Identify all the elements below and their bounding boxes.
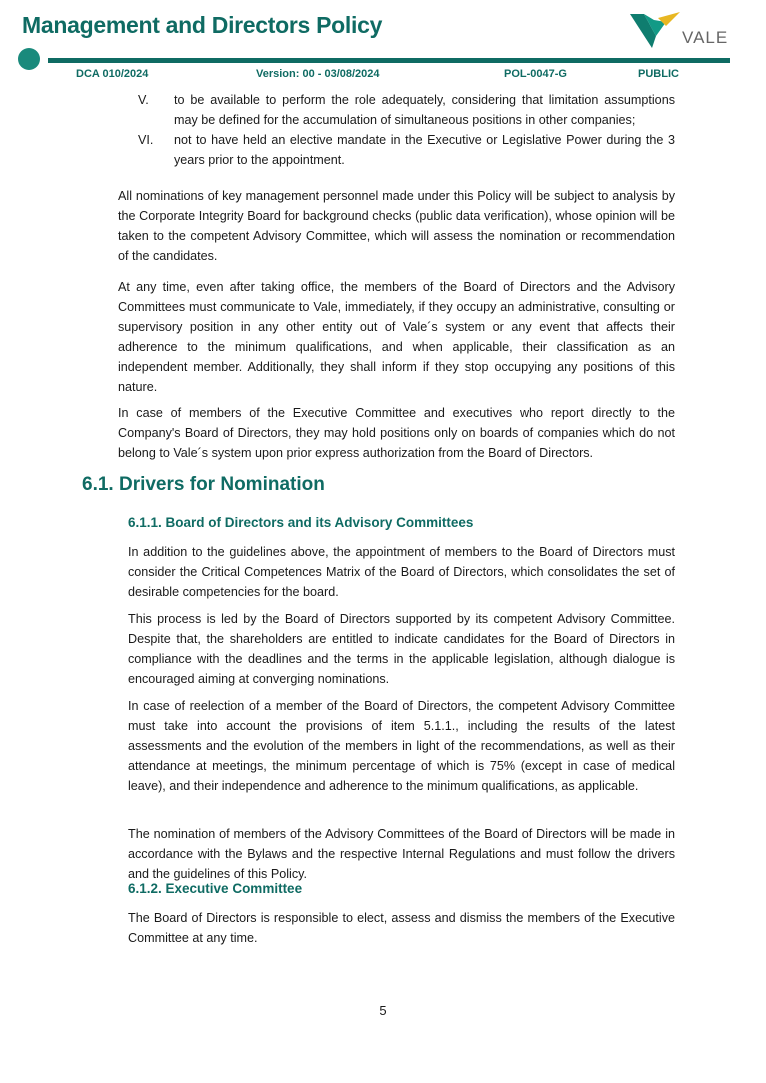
page-number: 5 bbox=[379, 1003, 387, 1018]
subsection-heading: 6.1.1. Board of Directors and its Advisory Committees bbox=[128, 515, 474, 530]
paragraph: In case of members of the Executive Committee and executives who report directly to the Company's Board of Directors, they may hold positions only on boards of companies which do not belong to Vale´s system upon prior express authorization from the Board of Directors. bbox=[118, 406, 675, 460]
classification: PUBLIC bbox=[638, 68, 679, 80]
list-number: VI. bbox=[138, 133, 154, 147]
header-divider bbox=[48, 58, 730, 63]
logo-text: VALE bbox=[682, 28, 729, 47]
paragraph: The Board of Directors is responsible to elect, assess and dismiss the members of the Executive Committee at any time. bbox=[128, 911, 675, 945]
globe-icon bbox=[18, 48, 40, 70]
paragraph: At any time, even after taking office, the members of the Board of Directors and the Advisory Committees must communicate to Vale, immediately, if they occupy an administrative, consulting or supervisory position in any other entity out of Vale´s system or any event that affects their adherence to the minimum qualifications, and when applicable, their classification as an independent member. Additionally, they shall inform if they stop occupying any positions of this nature. bbox=[118, 280, 675, 394]
paragraph: The nomination of members of the Advisory Committees of the Board of Directors will be made in accordance with the Bylaws and the respective Internal Regulations and must follow the drivers and the guidelines of this Policy. bbox=[128, 827, 675, 881]
policy-code: POL-0047-G bbox=[504, 68, 567, 80]
vale-logo-icon bbox=[630, 12, 690, 50]
paragraph: All nominations of key management personnel made under this Policy will be subject to analysis by the Corporate Integrity Board for background checks (public data verification), whose opinion will be taken to the competent Advisory Committee, which will assess the nomination or recommendation of the candidates. bbox=[118, 189, 675, 263]
paragraph: This process is led by the Board of Directors supported by its competent Advisory Committee. Despite that, the shareholders are entitled to indicate candidates for the Board of Directors in compliance with the deadlines and the terms in the applicable legislation, although dialogue is encouraged aiming at converging nominations. bbox=[128, 612, 675, 686]
paragraph: In case of reelection of a member of the Board of Directors, the competent Advisory Committee must take into account the provisions of item 5.1.1., including the results of the latest assessments and the evolution of the members in light of the recommendations, as well as their attendance at meetings, the minimum percentage of which is 75% (except in case of medical leave), and their independence and adherence to the minimum qualifications, as applicable. bbox=[128, 699, 675, 793]
section-heading: 6.1. Drivers for Nomination bbox=[82, 474, 325, 495]
list-text: not to have held an elective mandate in the Executive or Legislative Power during the 3 years prior to the appointment. bbox=[174, 133, 675, 167]
subsection-heading: 6.1.2. Executive Committee bbox=[128, 881, 303, 896]
document-title: Management and Directors Policy bbox=[22, 12, 383, 38]
paragraph: In addition to the guidelines above, the appointment of members to the Board of Directors must consider the Critical Competences Matrix of the Board of Directors, which consolidates the set of desirable competencies for the board. bbox=[128, 545, 675, 599]
vale-logo bbox=[630, 12, 730, 52]
list-item bbox=[118, 130, 675, 170]
list-number: V. bbox=[138, 93, 149, 107]
version: Version: 00 - 03/08/2024 bbox=[256, 68, 380, 80]
list-text: to be available to perform the role adequately, considering that limitation assumptions may be defined for the accumulation of simultaneous positions in other companies; bbox=[174, 93, 675, 127]
doc-id: DCA 010/2024 bbox=[76, 68, 149, 80]
list-item bbox=[118, 90, 675, 130]
